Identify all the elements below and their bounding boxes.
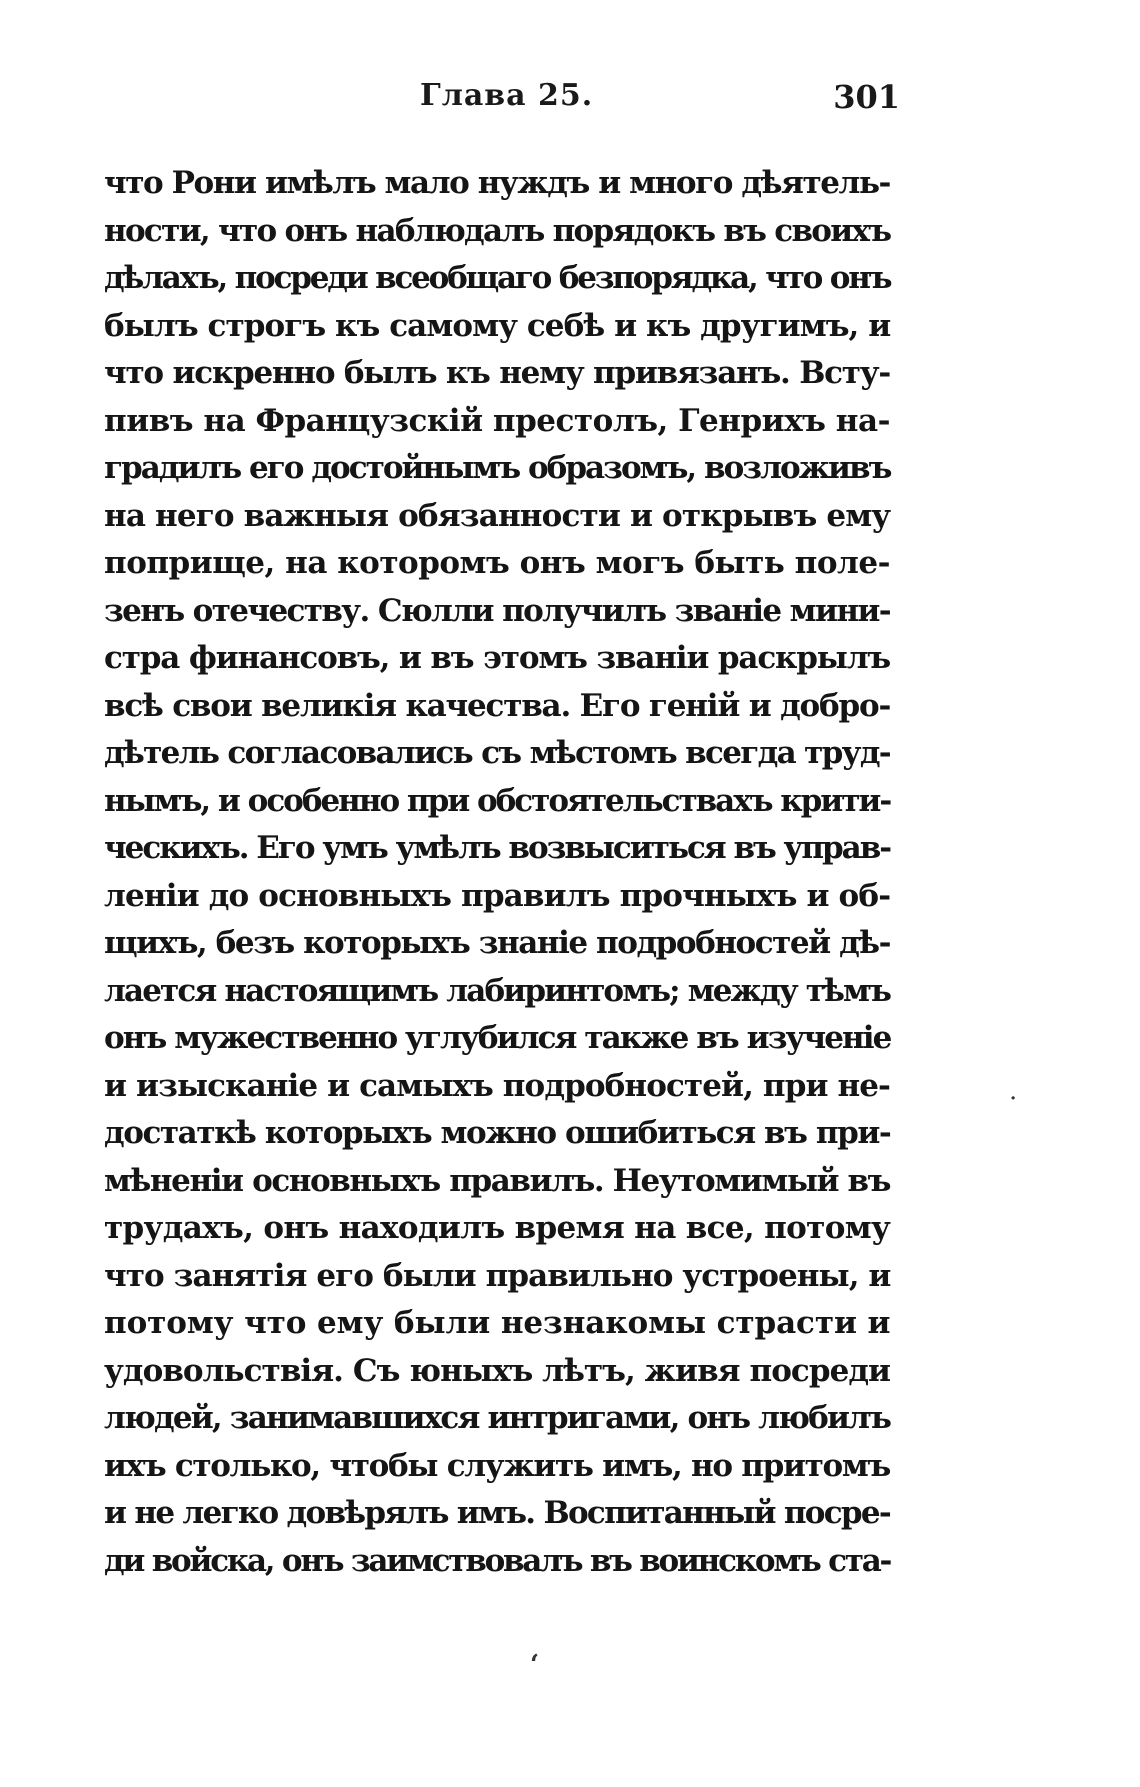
text-line: онъ мужественно углубился также въ изученіе xyxy=(104,1020,891,1056)
text-line: на него важныя обязанности и открывъ ему xyxy=(104,497,891,534)
text-line: достаткѣ которыхъ можно ошибиться въ при- xyxy=(104,1115,891,1151)
text-line: щихъ, безъ которыхъ знаніе подробностей дѣ- xyxy=(104,925,890,961)
text-line: былъ строгъ къ самому себѣ и къ другимъ, и xyxy=(104,307,891,344)
text-line: зенъ отечеству. Сюлли получилъ званіе мини- xyxy=(104,592,890,629)
text-line: людей, занимавшихся интригами, онъ любилъ xyxy=(104,1400,891,1436)
text-line: ческихъ. Его умъ умѣлъ возвыситься въ управ- xyxy=(104,830,891,866)
running-head xyxy=(420,78,900,128)
text-line: градилъ его достойнымъ образомъ, возложивъ xyxy=(104,450,891,486)
text-line: стра финансовъ, и въ этомъ званіи раскрылъ xyxy=(104,640,890,676)
text-line: пивъ на Французскій престолъ, Генрихъ на- xyxy=(104,402,890,439)
text-line: поприще, на которомъ онъ могъ быть поле- xyxy=(104,545,890,581)
ink-fleck: · xyxy=(1010,1088,1017,1109)
text-line: ди войска, онъ заимствовалъ въ воинскомъ ста- xyxy=(104,1542,891,1579)
text-line: дѣтель согласовались съ мѣстомъ всегда труд- xyxy=(104,735,890,771)
text-line: ности, что онъ наблюдалъ порядокъ въ своихъ xyxy=(104,212,891,249)
text-line: нымъ, и особенно при обстоятельствахъ крити- xyxy=(104,782,891,819)
page-number: 301 xyxy=(833,78,900,116)
text-line: мѣненіи основныхъ правилъ. Неутомимый въ xyxy=(104,1162,890,1199)
chapter-title: Глава 25. xyxy=(420,78,594,113)
text-line: что искренно былъ къ нему привязанъ. Всту- xyxy=(104,355,890,391)
text-line: леніи до основныхъ правилъ прочныхъ и об- xyxy=(104,877,891,914)
text-line: трудахъ, онъ находилъ время на все, потому xyxy=(104,1210,891,1246)
text-line: потому что ему были незнакомы страсти и xyxy=(104,1305,891,1341)
text-line: удовольствія. Съ юныхъ лѣтъ, живя посреди xyxy=(104,1352,891,1389)
text-line: что Рони имѣлъ мало нуждъ и много дѣятель- xyxy=(104,165,890,201)
ink-fleck: ʻ xyxy=(530,1650,540,1680)
text-line: всѣ свои великія качества. Его геній и добро- xyxy=(104,687,891,724)
text-line: лается настоящимъ лабиринтомъ; между тѣмъ xyxy=(104,972,890,1009)
text-line: ихъ столько, чтобы служить имъ, но притомъ xyxy=(104,1447,890,1484)
text-line: и изысканіе и самыхъ подробностей, при не- xyxy=(104,1067,891,1104)
body-text xyxy=(104,160,890,1585)
text-line: и не легко довѣрялъ имъ. Воспитанный посре- xyxy=(104,1495,890,1531)
text-line: дѣлахъ, посреди всеобщаго безпорядка, что онъ xyxy=(104,260,891,296)
text-line: что занятія его были правильно устроены, и xyxy=(104,1257,891,1294)
